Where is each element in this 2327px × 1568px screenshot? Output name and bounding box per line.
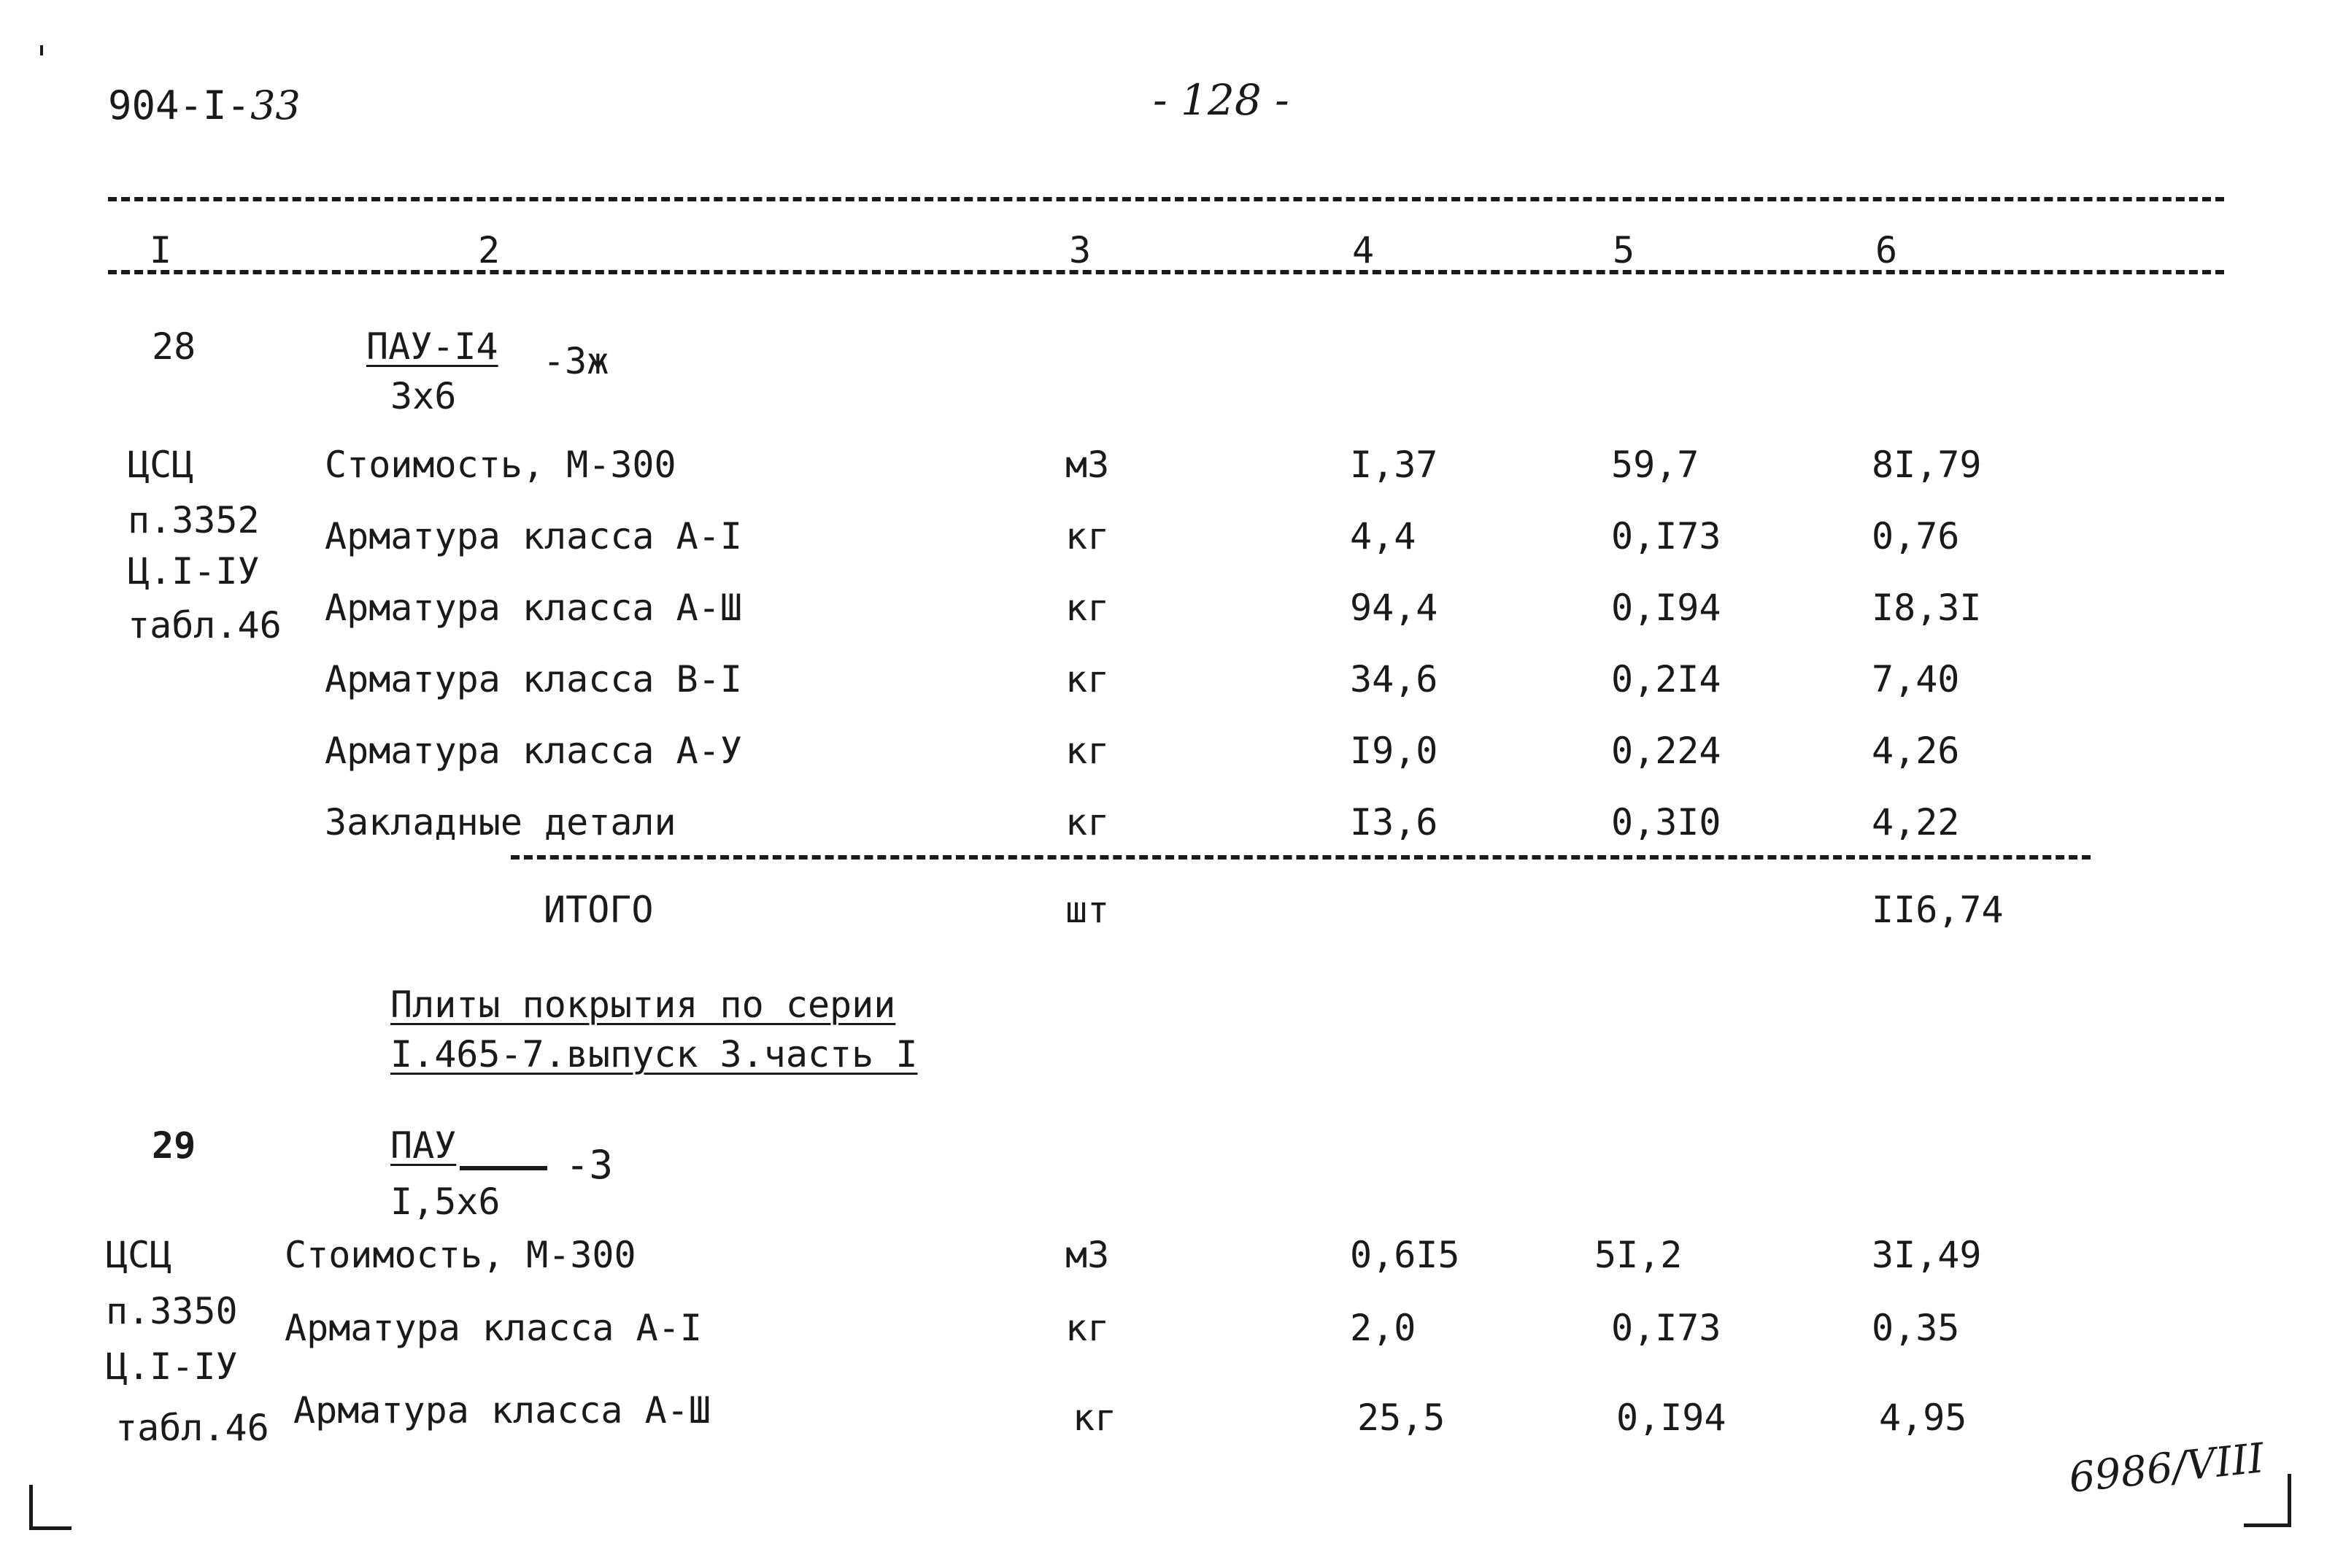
row-unit: кг [1065, 730, 1110, 772]
archive-number: 6986/VIII [2066, 1434, 2266, 1502]
row-price: 0,I94 [1611, 587, 1721, 629]
row-unit: кг [1065, 587, 1110, 629]
reference-line: табл.46 [128, 604, 282, 646]
row-name: Арматура класса А-I [325, 515, 742, 557]
item-mark-rule [460, 1166, 547, 1170]
row-total: 4,95 [1879, 1397, 1967, 1439]
column-header-6: 6 [1875, 229, 1898, 271]
row-price: 0,I73 [1611, 515, 1721, 557]
row-quantity: 25,5 [1357, 1397, 1446, 1439]
row-quantity: 34,6 [1350, 658, 1438, 700]
column-header-5: 5 [1613, 229, 1635, 271]
row-name: Закладные детали [325, 801, 676, 843]
row-name: Арматура класса А-У [325, 730, 742, 772]
row-unit: кг [1065, 1307, 1110, 1349]
item-mark-bottom: I,5х6 [390, 1181, 501, 1223]
row-price: 0,I73 [1611, 1307, 1721, 1349]
reference-line: Ц.I-IУ [106, 1345, 238, 1388]
page-number: - 128 - [1153, 75, 1289, 125]
row-price: 5I,2 [1594, 1234, 1683, 1276]
item-mark-top: ПАУ-I4 [366, 325, 498, 368]
reference-line: ЦСЦ [128, 444, 194, 486]
row-name: Арматура класса А-Ш [293, 1389, 711, 1432]
row-name: Арматура класса А-Ш [325, 587, 742, 629]
row-quantity: 4,4 [1350, 515, 1416, 557]
item-mark-top: ПАУ [390, 1124, 457, 1167]
row-unit: кг [1073, 1397, 1117, 1439]
corner-mark [29, 1485, 33, 1529]
total-unit: шт [1065, 889, 1110, 931]
item-mark-bottom: 3х6 [390, 375, 457, 417]
row-price: 0,224 [1611, 730, 1721, 772]
row-unit: кг [1065, 658, 1110, 700]
reference-line: п.3350 [106, 1290, 238, 1332]
header-top-rule [108, 197, 2224, 201]
row-name: Арматура класса А-I [285, 1307, 702, 1349]
row-total: 0,35 [1872, 1307, 1960, 1349]
corner-mark [29, 1526, 72, 1530]
total-label: ИТОГО [544, 889, 654, 931]
row-unit: м3 [1065, 1234, 1110, 1276]
subtotal-rule [511, 855, 2091, 860]
document-code [108, 82, 301, 128]
row-price: 0,I94 [1616, 1397, 1726, 1439]
document-code-prefix: 904-I- [108, 82, 251, 128]
row-total: I8,3I [1872, 587, 1982, 629]
section-heading: Плиты покрытия по серии [390, 984, 896, 1026]
row-total: 4,22 [1872, 801, 1960, 843]
item-mark-suffix: -3 [566, 1142, 614, 1188]
row-name: Стоимость, М-300 [285, 1234, 636, 1276]
row-total: 0,76 [1872, 515, 1960, 557]
row-name: Арматура класса В-I [325, 658, 742, 700]
row-price: 59,7 [1611, 444, 1699, 486]
column-header-4: 4 [1352, 229, 1375, 271]
item-mark-suffix: -3ж [543, 340, 609, 382]
row-quantity: I,37 [1350, 444, 1438, 486]
item-number-29: 29 [152, 1124, 196, 1167]
row-price: 0,2I4 [1611, 658, 1721, 700]
row-quantity: I9,0 [1350, 730, 1438, 772]
row-total: 8I,79 [1872, 444, 1982, 486]
row-total: 3I,49 [1872, 1234, 1982, 1276]
item-number-28: 28 [152, 325, 196, 368]
row-price: 0,3I0 [1611, 801, 1721, 843]
corner-mark [2288, 1474, 2291, 1526]
reference-line: Ц.I-IУ [128, 550, 260, 592]
row-total: 7,40 [1872, 658, 1960, 700]
header-bottom-rule [108, 270, 2224, 274]
row-unit: м3 [1065, 444, 1110, 486]
row-total: 4,26 [1872, 730, 1960, 772]
document-code-suffix: 33 [250, 82, 301, 128]
row-quantity: 94,4 [1350, 587, 1438, 629]
column-header-1: I [150, 229, 172, 271]
row-name: Стоимость, М-300 [325, 444, 676, 486]
reference-line: п.3352 [128, 499, 260, 541]
column-header-2: 2 [478, 229, 501, 271]
row-quantity: 2,0 [1350, 1307, 1416, 1349]
row-quantity: 0,6I5 [1350, 1234, 1460, 1276]
row-unit: кг [1065, 801, 1110, 843]
reference-line: ЦСЦ [106, 1234, 172, 1276]
column-header-3: 3 [1069, 229, 1092, 271]
reference-line: табл.46 [115, 1407, 269, 1449]
corner-mark [2244, 1523, 2291, 1527]
corner-mark [40, 45, 43, 55]
total-value: II6,74 [1872, 889, 2004, 931]
row-unit: кг [1065, 515, 1110, 557]
section-heading: I.465-7.выпуск 3.часть I [390, 1033, 918, 1075]
row-quantity: I3,6 [1350, 801, 1438, 843]
